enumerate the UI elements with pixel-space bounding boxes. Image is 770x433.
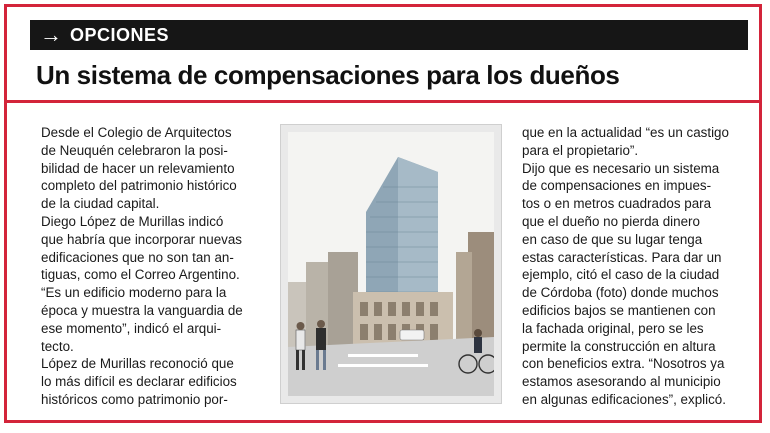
text-line: tiguas, como el Correo Argentino. [41, 267, 240, 283]
text-line: ejemplo, citó el caso de la ciudad [522, 267, 720, 283]
text-line: Dijo que es necesario un sistema [522, 160, 720, 176]
text-line: que el dueño no pierda dinero [522, 213, 700, 229]
section-bar [30, 20, 748, 50]
text-line: edificios bajos se mantienen con [522, 302, 716, 318]
text-line: históricos como patrimonio por- [41, 391, 228, 407]
left-column [41, 124, 261, 409]
text-line: Desde el Colegio de Arquitectos [41, 125, 232, 140]
text-line: edificaciones que no son tan an- [41, 249, 234, 265]
building-photo-illustration [288, 132, 494, 396]
text-line: López de Murillas reconoció que [41, 356, 234, 372]
text-line: época y muestra la vanguardia de [41, 302, 243, 318]
text-line: de compensaciones en impues- [522, 178, 712, 194]
text-line: que habría que incorporar nuevas [41, 231, 242, 247]
text-line: bilidad de hacer un relevamiento [41, 160, 235, 176]
text-line: “Es un edificio moderno para la [41, 285, 227, 301]
text-line: Diego López de Murillas indicó [41, 213, 224, 229]
text-line: completo del patrimonio histórico [41, 178, 237, 194]
text-line: de la ciudad capital. [41, 196, 160, 212]
right-column [522, 124, 747, 409]
text-line: para el propietario”. [522, 142, 639, 158]
text-line: ese momento”, indicó el arqui- [41, 320, 222, 336]
text-line: de Córdoba (foto) donde muchos [522, 285, 719, 301]
text-line: en algunas edificaciones”, explicó. [522, 391, 726, 407]
text-line: permite la construcción en altura [522, 338, 716, 354]
text-line: de Neuquén celebraron la posi- [41, 142, 228, 158]
text-line: en caso de que su lugar tenga [522, 231, 703, 247]
text-line: lo más difícil es declarar edificios [41, 374, 237, 390]
text-line: que en la actualidad “es un castigo [522, 125, 729, 140]
text-line: tecto. [41, 338, 74, 354]
text-line: estamos asesorando al municipio [522, 374, 721, 390]
arrow-right-icon: → [40, 22, 62, 47]
text-line: estas características. Para dar un [522, 249, 722, 265]
headline: Un sistema de compensaciones para los dueños [36, 60, 620, 90]
section-label: OPCIONES [70, 24, 170, 45]
photo [280, 124, 502, 404]
text-line: la fachada original, pero se les [522, 320, 704, 336]
text-line: con beneficios extra. “Nosotros ya [522, 356, 725, 372]
divider-rule [7, 100, 759, 103]
text-line: tos o en metros cuadrados para [522, 196, 712, 212]
